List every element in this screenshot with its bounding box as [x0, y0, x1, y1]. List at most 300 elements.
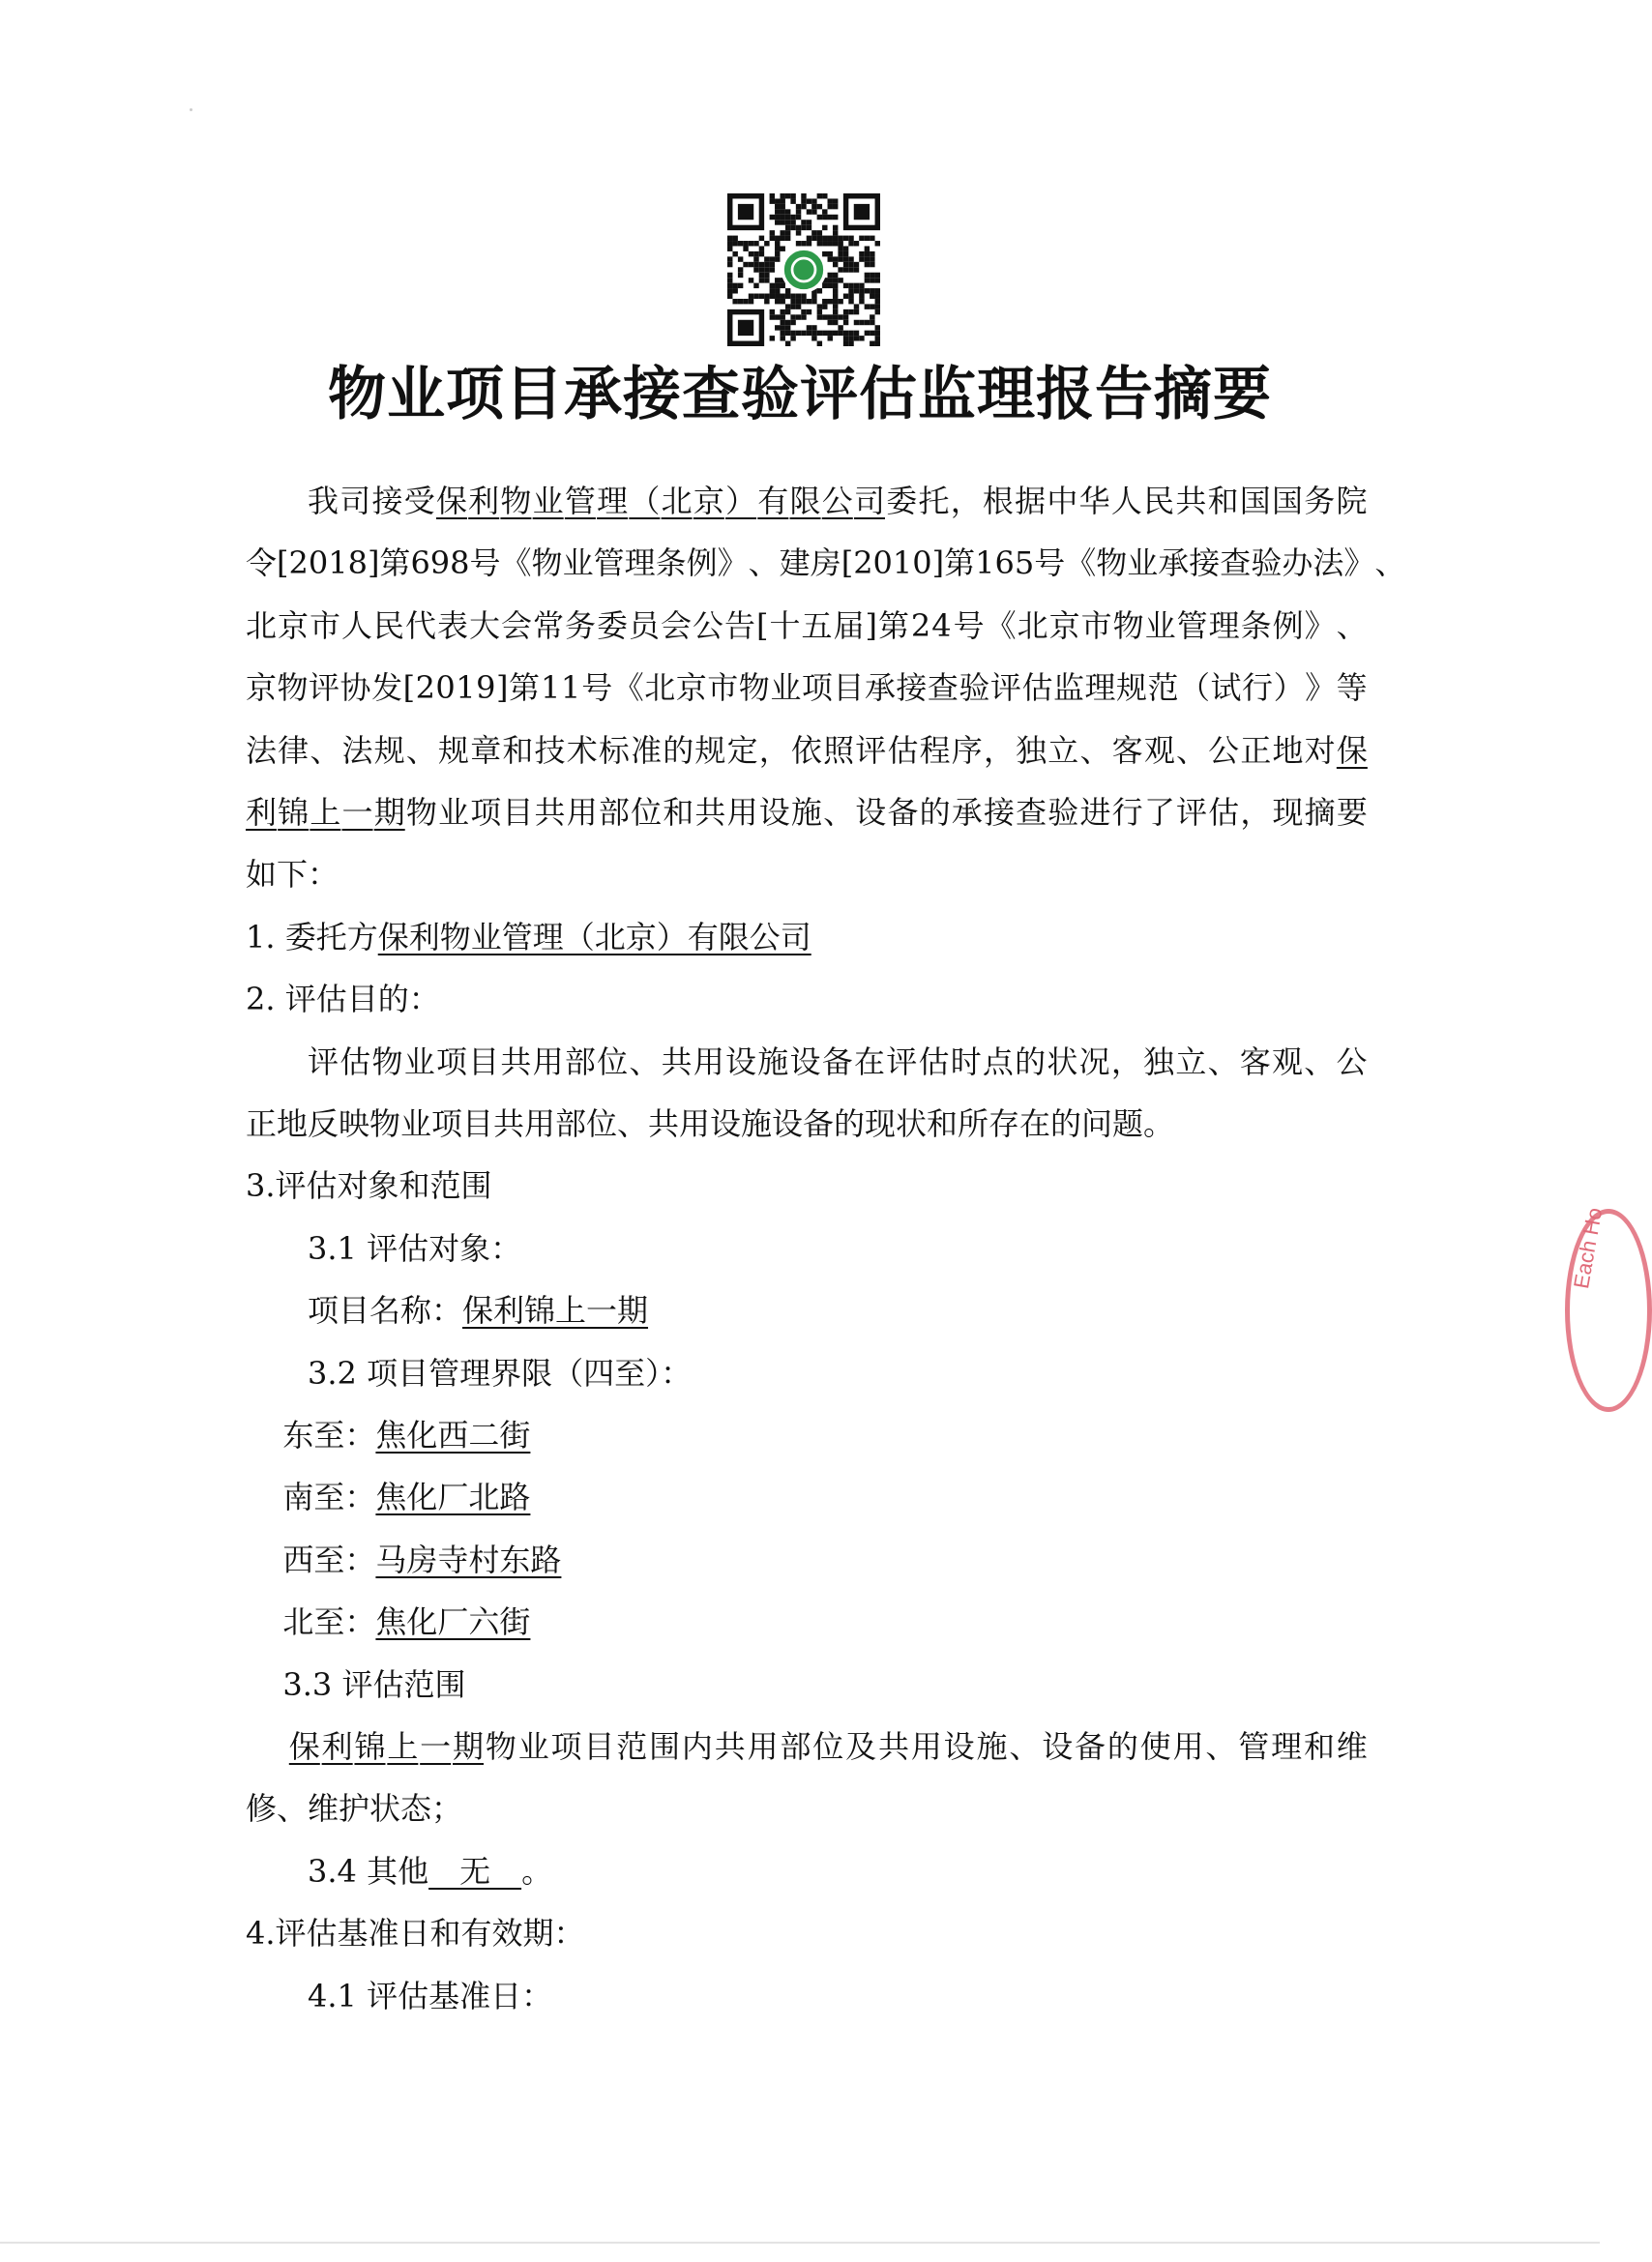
text-char: 理 [1084, 669, 1116, 706]
text-char: 的 [1106, 1728, 1138, 1765]
text-char: 大 [469, 607, 501, 644]
underlined-char: 京 [693, 483, 724, 519]
text-char: 照 [823, 732, 855, 769]
underlined-char: 北 [661, 483, 693, 519]
text-char: 代 [405, 607, 437, 644]
underlined-field: 保利锦上一期 [462, 1292, 649, 1329]
text-char: 发 [371, 669, 403, 706]
body-line [246, 843, 1368, 905]
text-char: 第 [877, 607, 909, 644]
text-char: 京 [675, 669, 707, 706]
text-char: 位 [812, 1728, 844, 1765]
text-char: 用 [532, 1043, 564, 1080]
text-segment: 如下： [246, 856, 339, 893]
text-char: 接 [896, 669, 928, 706]
text-char: 物 [277, 669, 309, 706]
text-char: 8 [450, 544, 470, 581]
text-char: 表 [437, 607, 469, 644]
text-char: 京 [278, 607, 310, 644]
text-char: 物 [1096, 544, 1128, 581]
text-char: 务 [1304, 483, 1336, 519]
text-char: 0 [435, 669, 456, 706]
text-char: 物 [405, 794, 437, 831]
text-char: 物 [738, 669, 770, 706]
text-segment: 3.2 项目管理界限（四至）： [308, 1355, 693, 1392]
text-char: 客 [1111, 732, 1143, 769]
text-char: 9 [476, 669, 496, 706]
body-line [308, 1031, 1368, 1093]
text-char: [ [841, 544, 854, 581]
text-char: 验 [959, 669, 990, 706]
underlined-char: 期 [373, 794, 405, 831]
text-char: [ [402, 669, 416, 706]
text-char: 估 [887, 732, 919, 769]
text-char: 9 [429, 544, 451, 581]
text-char: 评 [308, 1043, 339, 1080]
underlined-char: 理 [597, 483, 629, 519]
red-seal-stamp-text: Each Ho [1569, 1205, 1608, 1291]
body-line [246, 781, 1368, 843]
text-char: 人 [341, 607, 373, 644]
text-char: 用 [910, 1728, 942, 1765]
text-char: 北 [246, 607, 278, 644]
text-char: 验 [1251, 544, 1283, 581]
text-char: 、 [823, 794, 855, 831]
text-char: 观 [1272, 1043, 1304, 1080]
text-char: 备 [887, 794, 919, 831]
text-char: 《 [500, 544, 532, 581]
text-char: ） [1273, 669, 1305, 706]
text-char: 号 [1034, 544, 1066, 581]
text-char: 技 [534, 732, 566, 769]
text-char: 》 [717, 544, 749, 581]
underlined-field: 焦化厂六街 [375, 1603, 531, 1640]
text-char: 施 [976, 1728, 1008, 1765]
underlined-char: 管 [564, 483, 596, 519]
text-char: 状 [1047, 1043, 1078, 1080]
text-char: 独 [1143, 1043, 1175, 1080]
text-char: 委 [886, 483, 918, 519]
underlined-char: 公 [821, 483, 853, 519]
text-char: 业 [517, 1728, 549, 1765]
text-char: 届 [833, 607, 865, 644]
text-segment: 南至： [282, 1479, 376, 1515]
text-char: 点 [982, 1043, 1014, 1080]
text-char: ] [865, 607, 877, 644]
text-char: 1 [975, 544, 995, 581]
body-line [246, 968, 1368, 1030]
text-char: 接 [1189, 544, 1221, 581]
text-char: ] [367, 544, 380, 581]
text-char: 》 [1304, 607, 1336, 644]
text-char: 章 [470, 732, 502, 769]
text-char: 协 [339, 669, 371, 706]
text-char: 例 [686, 544, 718, 581]
text-char: 5 [1014, 544, 1035, 581]
underlined-char: ） [725, 483, 757, 519]
underlined-char: 锦 [354, 1728, 386, 1765]
text-char: 及 [845, 1728, 877, 1765]
text-char: 2 [288, 544, 309, 581]
text-char: 公 [693, 607, 724, 644]
text-char: 试 [1210, 669, 1242, 706]
text-char: 设 [789, 1043, 821, 1080]
underlined-char: 锦 [278, 794, 310, 831]
text-char: 、 [629, 1043, 661, 1080]
text-char: 评 [855, 732, 887, 769]
text-char: 承 [951, 794, 983, 831]
text-char: 物 [1112, 607, 1144, 644]
text-char: 民 [373, 607, 405, 644]
body-line [308, 1342, 1368, 1404]
text-char: 、 [1207, 1043, 1239, 1080]
text-char: 程 [919, 732, 951, 769]
text-char: 、 [405, 732, 437, 769]
text-char: 法 [246, 732, 278, 769]
underlined-char: 上 [310, 794, 341, 831]
underlined-field: 马房寺村东路 [375, 1542, 562, 1578]
text-char: 理 [1271, 1728, 1303, 1765]
text-char: 用 [1172, 1728, 1204, 1765]
body-line [308, 1218, 1368, 1279]
text-char: 、 [1336, 607, 1368, 644]
text-char: ] [496, 669, 509, 706]
text-char: 项 [801, 669, 833, 706]
text-char: 和 [1207, 483, 1239, 519]
text-char: 司 [339, 483, 371, 519]
text-char: 物 [485, 1728, 516, 1765]
text-char: 北 [644, 669, 676, 706]
text-segment: 东至： [282, 1417, 376, 1454]
text-char: 的 [1015, 1043, 1047, 1080]
body-line [308, 470, 1368, 532]
text-char: 告 [724, 607, 756, 644]
text-char: 评 [989, 669, 1021, 706]
text-char: 的 [663, 732, 694, 769]
underlined-char: 利 [321, 1728, 353, 1765]
underlined-field: 焦化西二街 [375, 1417, 531, 1454]
text-char: 术 [566, 732, 598, 769]
text-char: 2 [853, 544, 873, 581]
text-char: 客 [1239, 1043, 1271, 1080]
text-char: 第 [944, 544, 976, 581]
text-char: 中 [1047, 483, 1078, 519]
text-char: 京 [246, 669, 278, 706]
text-char: 管 [1176, 607, 1208, 644]
text-char: 、 [748, 544, 780, 581]
text-char: 查 [1220, 544, 1252, 581]
text-char: 公 [1208, 732, 1240, 769]
text-char: 内 [681, 1728, 713, 1765]
underlined-char: 上 [387, 1728, 419, 1765]
text-char: [ [756, 607, 769, 644]
text-char: 序 [951, 732, 983, 769]
body-line [282, 1591, 1368, 1653]
text-char: 常 [533, 607, 565, 644]
text-char: 根 [982, 483, 1014, 519]
text-char: 0 [912, 544, 932, 581]
text-char: 共 [1175, 483, 1207, 519]
body-line [246, 1155, 1368, 1217]
text-char: 部 [564, 1043, 596, 1080]
text-char: 时 [950, 1043, 982, 1080]
text-char: 位 [631, 794, 663, 831]
text-char: 接 [371, 483, 403, 519]
text-char: ， [1240, 794, 1272, 831]
text-char: 围 [649, 1728, 681, 1765]
body-line [282, 1654, 1368, 1716]
text-char: 北 [1017, 607, 1048, 644]
text-segment: 3.3 评估范围 [282, 1666, 466, 1703]
text-char: 规 [694, 732, 726, 769]
text-char: 位 [597, 1043, 629, 1080]
text-char: 等 [1336, 669, 1368, 706]
text-char: 、 [1009, 1728, 1041, 1765]
text-char: 、 [1175, 732, 1207, 769]
body-line [289, 1716, 1368, 1777]
body-line [282, 1404, 1368, 1466]
body-line [282, 1466, 1368, 1528]
text-char: ， [1110, 1043, 1142, 1080]
text-char: 共 [661, 1043, 693, 1080]
text-char: 业 [1127, 544, 1159, 581]
text-char: 会 [661, 607, 693, 644]
text-char: 第 [379, 544, 411, 581]
text-char: 用 [747, 1728, 779, 1765]
text-char: 理 [624, 544, 656, 581]
text-segment: 4.1 评估基准日： [308, 1978, 553, 2014]
text-char: 华 [1078, 483, 1110, 519]
text-char: 市 [707, 669, 739, 706]
text-segment: 修、维护状态； [246, 1790, 463, 1827]
text-char: 市 [1080, 607, 1112, 644]
text-char: 观 [1143, 732, 1175, 769]
text-char: 1 [560, 669, 581, 706]
text-segment: 北至： [282, 1603, 376, 1640]
text-char: 范 [1147, 669, 1179, 706]
text-char: 五 [801, 607, 833, 644]
text-segment: 。 [521, 1853, 553, 1890]
text-char: 房 [810, 544, 841, 581]
text-char: 估 [339, 1043, 371, 1080]
text-char: 民 [1143, 483, 1175, 519]
text-char: 8 [347, 544, 368, 581]
text-char: 评 [886, 1043, 918, 1080]
qr-code [727, 193, 880, 346]
text-char: 维 [1336, 1728, 1368, 1765]
text-char: 国 [1272, 483, 1304, 519]
text-char: 备 [1075, 1728, 1106, 1765]
text-char: 和 [1303, 1728, 1335, 1765]
text-char: 6 [994, 544, 1015, 581]
body-line [246, 532, 1406, 594]
text-char: 现 [1272, 794, 1304, 831]
text-char: 委 [597, 607, 629, 644]
text-char: 1 [892, 544, 913, 581]
text-char: 部 [780, 1728, 811, 1765]
text-char: 6 [410, 544, 430, 581]
text-char: 立 [1047, 732, 1079, 769]
text-char: 评 [1175, 794, 1207, 831]
body-line [308, 1279, 1368, 1341]
underlined-char: 物 [500, 483, 532, 519]
text-char: 估 [1021, 669, 1053, 706]
text-char: 1 [328, 544, 348, 581]
text-char: 对 [1304, 732, 1336, 769]
text-char: 立 [1175, 1043, 1207, 1080]
text-char: 律 [278, 732, 310, 769]
text-char: 进 [1079, 794, 1111, 831]
text-char: 定 [726, 732, 758, 769]
text-char: 共 [694, 794, 726, 831]
text-char: 况 [1078, 1043, 1110, 1080]
text-char: 管 [1238, 1728, 1270, 1765]
text-char: [ [277, 544, 289, 581]
text-char: 物 [371, 1043, 403, 1080]
text-char: 1 [456, 669, 476, 706]
text-char: 目 [833, 669, 865, 706]
text-char: 用 [726, 794, 758, 831]
underlined-char: 期 [453, 1728, 485, 1765]
text-char: 依 [790, 732, 822, 769]
underlined-char: 保 [1336, 732, 1368, 769]
text-char: 《 [612, 669, 644, 706]
text-char: 行 [1242, 669, 1274, 706]
text-char: 用 [693, 1043, 724, 1080]
text-char: 管 [593, 544, 625, 581]
text-char: 项 [435, 1043, 467, 1080]
text-char: 验 [1047, 794, 1079, 831]
underlined-char: 一 [420, 1728, 452, 1765]
text-char: 理 [1208, 607, 1240, 644]
text-char: 规 [1115, 669, 1147, 706]
text-char: 和 [502, 732, 534, 769]
body-line [246, 595, 1368, 657]
text-char: 承 [864, 669, 896, 706]
text-char: 共 [534, 794, 566, 831]
text-segment: 2. 评估目的： [246, 981, 440, 1017]
text-char: ， [950, 483, 982, 519]
text-char: 查 [927, 669, 959, 706]
text-char: 估 [1208, 794, 1240, 831]
text-char: 和 [663, 794, 694, 831]
text-char: 业 [770, 669, 802, 706]
underlined-field: 保利物业管理（北京）有限公司 [377, 919, 811, 955]
document-title: 物业项目承接查验评估监理报告摘要 [328, 361, 1272, 428]
text-char: 部 [598, 794, 630, 831]
text-char: 会 [501, 607, 533, 644]
text-segment: 正地反映物业项目共用部位、共用设施设备的现状和所存在的问题。 [246, 1105, 1175, 1142]
text-char: ] [931, 544, 945, 581]
body-line [246, 1093, 1368, 1155]
text-char: 4 [931, 607, 952, 644]
text-char: 物 [531, 544, 563, 581]
text-char: 要 [1336, 794, 1368, 831]
underlined-field: 焦化厂北路 [375, 1479, 531, 1515]
text-char: 京 [1048, 607, 1080, 644]
text-char: 受 [403, 483, 435, 519]
underlined-char: （ [629, 483, 661, 519]
text-char: 《 [1065, 544, 1097, 581]
text-segment: 3.1 评估对象： [308, 1230, 522, 1267]
text-char: 第 [508, 669, 540, 706]
text-char: 2 [415, 669, 435, 706]
body-line [308, 1965, 1368, 2027]
text-segment: 项目名称： [308, 1292, 463, 1329]
text-char: 业 [438, 794, 470, 831]
text-char: 在 [853, 1043, 885, 1080]
underlined-char: 司 [853, 483, 885, 519]
text-char: 摘 [1304, 794, 1336, 831]
text-char: 《 [985, 607, 1017, 644]
text-char: 备 [821, 1043, 853, 1080]
text-char: 、 [1374, 544, 1406, 581]
text-char: 1 [541, 669, 561, 706]
underlined-char: 有 [757, 483, 789, 519]
text-char: 了 [1143, 794, 1175, 831]
text-char: 设 [758, 794, 790, 831]
text-char: 法 [341, 732, 373, 769]
text-char: 办 [1282, 544, 1313, 581]
body-line [246, 1777, 1368, 1839]
text-char: 人 [1110, 483, 1142, 519]
text-char: 目 [583, 1728, 615, 1765]
text-char: ， [758, 732, 790, 769]
text-char: 设 [943, 1728, 975, 1765]
text-char: 建 [779, 544, 811, 581]
text-char: 号 [953, 607, 985, 644]
text-char: 规 [373, 732, 405, 769]
text-char: 估 [918, 1043, 950, 1080]
text-char: 市 [310, 607, 341, 644]
body-line [282, 1529, 1368, 1591]
text-char: 共 [714, 1728, 746, 1765]
text-char: 设 [725, 1043, 757, 1080]
text-char: 条 [1240, 607, 1272, 644]
body-line [246, 720, 1368, 781]
text-char: 地 [1272, 732, 1304, 769]
text-char: 2 [910, 607, 931, 644]
text-char: 例 [1272, 607, 1304, 644]
text-char: 公 [1336, 1043, 1368, 1080]
text-char: 准 [631, 732, 663, 769]
text-char: 员 [629, 607, 661, 644]
text-segment: 3.4 其他 [308, 1853, 429, 1890]
text-char: 业 [562, 544, 594, 581]
body-line [246, 1902, 1368, 1964]
underlined-char: 利 [246, 794, 278, 831]
text-char: 项 [550, 1728, 582, 1765]
body-line [246, 906, 1368, 968]
text-char: 0 [872, 544, 893, 581]
text-char: 0 [308, 544, 329, 581]
text-char: 、 [1205, 1728, 1237, 1765]
text-char: 监 [1052, 669, 1084, 706]
text-char: 务 [565, 607, 597, 644]
text-char: 国 [1239, 483, 1271, 519]
text-char: 项 [470, 794, 502, 831]
text-char: 我 [308, 483, 339, 519]
underlined-char: 一 [341, 794, 373, 831]
text-char: 号 [469, 544, 501, 581]
underlined-char: 保 [435, 483, 467, 519]
text-char: 法 [1313, 544, 1344, 581]
text-char: 接 [983, 794, 1015, 831]
underlined-char: 保 [288, 1728, 320, 1765]
text-char: 的 [919, 794, 951, 831]
text-char: 共 [500, 1043, 532, 1080]
text-char: 院 [1336, 483, 1368, 519]
